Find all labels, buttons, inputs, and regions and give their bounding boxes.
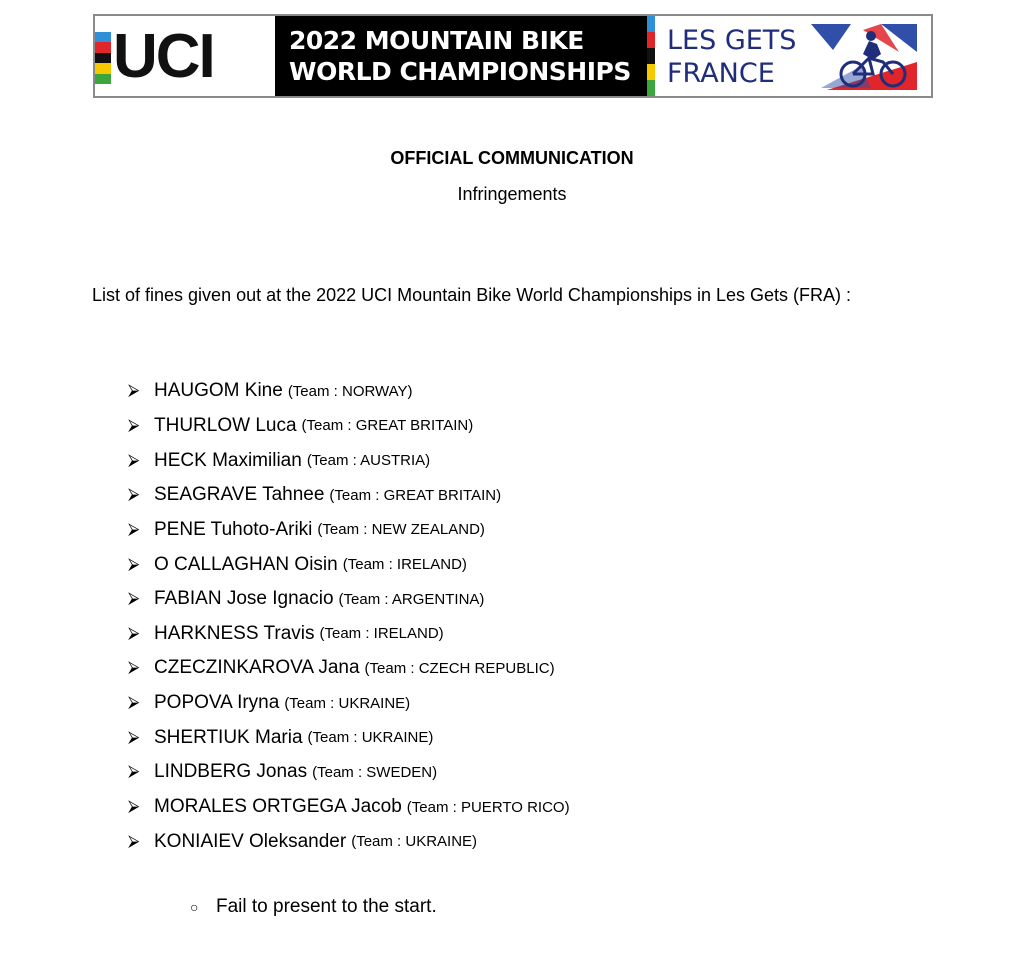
rider-name: POPOVA Iryna xyxy=(154,692,280,714)
location-text xyxy=(667,24,796,90)
location-block xyxy=(655,16,931,96)
rider-name: HAUGOM Kine xyxy=(154,380,283,402)
list-item xyxy=(128,651,570,686)
list-item xyxy=(128,478,570,513)
rider-team: (Team : AUSTRIA) xyxy=(306,452,431,470)
rider-team: (Team : GREAT BRITAIN) xyxy=(329,486,502,504)
list-item xyxy=(128,547,570,582)
event-banner xyxy=(93,14,933,98)
rider-team: (Team : IRELAND) xyxy=(342,556,467,574)
rider-name: SHERTIUK Maria xyxy=(154,726,303,748)
list-item xyxy=(128,513,570,548)
arrow-bullet-icon: ⮚ xyxy=(128,763,140,781)
fine-reason-text: Fail to present to the start. xyxy=(216,896,437,917)
location-line-2: FRANCE xyxy=(667,58,775,89)
rider-name: PENE Tuhoto-Ariki xyxy=(154,518,313,540)
arrow-bullet-icon: ⮚ xyxy=(128,624,140,642)
event-title-line-2: WORLD CHAMPIONSHIPS xyxy=(289,57,631,86)
arrow-bullet-icon: ⮚ xyxy=(128,694,140,712)
rider-team: (Team : NEW ZEALAND) xyxy=(317,521,485,539)
arrow-bullet-icon: ⮚ xyxy=(128,832,140,850)
rainbow-stripes-divider xyxy=(647,16,655,96)
rider-name: THURLOW Luca xyxy=(154,414,297,436)
rider-team: (Team : IRELAND) xyxy=(319,625,444,643)
mountain-biker-icon xyxy=(811,22,917,90)
list-item xyxy=(128,720,570,755)
arrow-bullet-icon: ⮚ xyxy=(128,451,140,469)
list-item xyxy=(128,374,570,409)
uci-logo-text: UCI xyxy=(113,22,214,91)
rider-name: SEAGRAVE Tahnee xyxy=(154,484,325,506)
rider-team: (Team : ARGENTINA) xyxy=(338,590,485,608)
arrow-bullet-icon: ⮚ xyxy=(128,728,140,746)
rider-name: HECK Maximilian xyxy=(154,449,302,471)
arrow-bullet-icon: ⮚ xyxy=(128,555,140,573)
list-item xyxy=(128,686,570,721)
arrow-bullet-icon: ⮚ xyxy=(128,382,140,400)
arrow-bullet-icon: ⮚ xyxy=(128,520,140,538)
arrow-bullet-icon: ⮚ xyxy=(128,590,140,608)
document-subheading: Infringements xyxy=(457,184,567,204)
rider-name: LINDBERG Jonas xyxy=(154,761,308,783)
rider-name: FABIAN Jose Ignacio xyxy=(154,588,334,610)
list-item xyxy=(128,582,570,617)
fine-reason xyxy=(190,894,437,920)
circle-bullet-icon: ○ xyxy=(190,899,199,915)
rider-team: (Team : GREAT BRITAIN) xyxy=(301,417,474,435)
rider-name: KONIAIEV Oleksander xyxy=(154,830,347,852)
rider-name: HARKNESS Travis xyxy=(154,622,315,644)
rider-team: (Team : CZECH REPUBLIC) xyxy=(364,659,555,677)
arrow-bullet-icon: ⮚ xyxy=(128,659,140,677)
rider-team: (Team : PUERTO RICO) xyxy=(406,798,570,816)
list-item xyxy=(128,409,570,444)
arrow-bullet-icon: ⮚ xyxy=(128,416,140,434)
list-item xyxy=(128,790,570,825)
intro-paragraph: List of fines given out at the 2022 UCI Mountain Bike World Championships in Les Gets (FRA) : xyxy=(92,285,852,305)
fines-list xyxy=(128,374,570,859)
list-item xyxy=(128,824,570,859)
rider-name: MORALES ORTGEGA Jacob xyxy=(154,796,402,817)
document-heading: OFFICIAL COMMUNICATION xyxy=(390,148,634,168)
rainbow-stripes xyxy=(95,32,111,84)
event-title-line-1: 2022 MOUNTAIN BIKE xyxy=(289,26,584,55)
uci-logo xyxy=(95,16,275,96)
event-title xyxy=(275,16,647,96)
rider-team: (Team : SWEDEN) xyxy=(312,763,438,781)
rider-team: (Team : UKRAINE) xyxy=(307,729,434,747)
rider-name: O CALLAGHAN Oisin xyxy=(154,553,338,575)
list-item xyxy=(128,443,570,478)
location-line-1: LES GETS xyxy=(667,25,797,56)
arrow-bullet-icon: ⮚ xyxy=(128,798,140,815)
rider-team: (Team : UKRAINE) xyxy=(284,694,411,712)
rider-name: CZECZINKAROVA Jana xyxy=(154,657,360,679)
rider-team: (Team : UKRAINE) xyxy=(351,833,478,851)
rider-team: (Team : NORWAY) xyxy=(287,382,413,400)
arrow-bullet-icon: ⮚ xyxy=(128,486,140,504)
list-item xyxy=(128,616,570,651)
list-item xyxy=(128,755,570,790)
